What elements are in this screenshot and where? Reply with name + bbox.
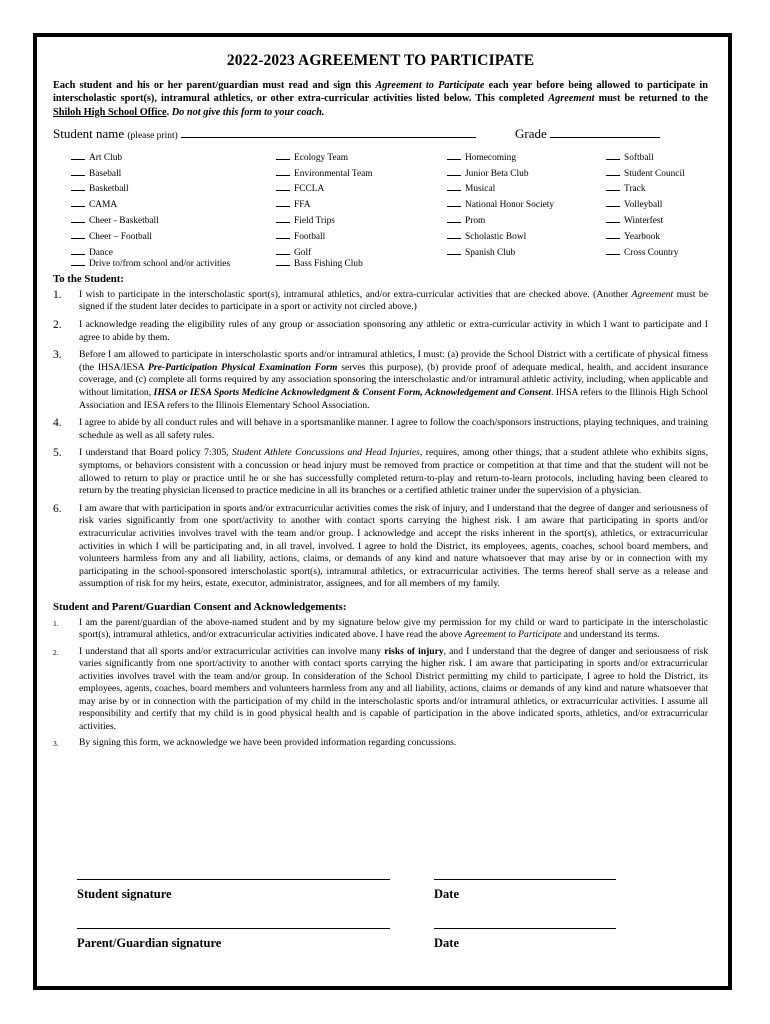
parent-signature-label: Parent/Guardian signature: [77, 936, 222, 950]
activity-checkbox-blank[interactable]: [447, 246, 461, 255]
form-content: [53, 52, 708, 754]
to-student-heading: To the Student:: [53, 272, 124, 285]
activity-checkbox-blank[interactable]: [276, 198, 290, 207]
item-italic: Student Athlete Concussions and Head Injuries: [232, 447, 420, 459]
activity-label: Musical: [465, 184, 496, 195]
activity-checkbox-blank[interactable]: [71, 257, 85, 266]
activity-label: Prom: [465, 216, 486, 227]
activity-label: Dance: [89, 247, 113, 258]
activity-label: National Honor Society: [465, 200, 555, 211]
item-italic: Agreement: [631, 288, 674, 300]
activity-item[interactable]: [276, 214, 373, 230]
parent-signature-line[interactable]: [77, 928, 390, 930]
activity-label: Art Club: [89, 152, 123, 163]
activity-checkbox-blank[interactable]: [606, 214, 620, 223]
activity-checkbox-blank[interactable]: [447, 151, 461, 160]
activity-item[interactable]: [276, 167, 373, 183]
activity-label: Junior Beta Club: [465, 168, 529, 179]
activity-label: FCCLA: [294, 184, 325, 195]
activities-column-2: [276, 151, 373, 269]
activity-item[interactable]: [606, 167, 685, 183]
student-name-sublabel: (please print): [127, 130, 178, 141]
activity-label: Homecoming: [465, 152, 517, 163]
activity-label: Basketball: [89, 184, 129, 195]
activity-item[interactable]: [276, 151, 373, 167]
office-name: Shiloh High School Office: [53, 106, 167, 118]
consent-item: 3. By signing this form, we acknowledge we have been provided information regarding concussions.: [53, 737, 708, 750]
activity-item[interactable]: [276, 230, 373, 246]
activities-list: [53, 151, 708, 273]
activity-item[interactable]: [276, 198, 373, 214]
activity-item[interactable]: [276, 182, 373, 198]
date-field-1[interactable]: [434, 879, 616, 902]
activity-item[interactable]: [606, 151, 685, 167]
activity-label: Field Trips: [294, 216, 335, 227]
date-label-2: Date: [434, 936, 459, 950]
date-line-1[interactable]: [434, 879, 616, 881]
activity-checkbox-blank[interactable]: [447, 167, 461, 176]
activity-item[interactable]: [71, 246, 230, 257]
activity-checkbox-blank[interactable]: [276, 151, 290, 160]
activity-label: Track: [624, 184, 646, 195]
activity-checkbox-blank[interactable]: [606, 151, 620, 160]
agreement-item: 6. I am aware that with participation in sports and/or extracurricular activities comes the risk of injury, and I understand that the degree of danger and seriousness of risk varies significantly from one sport/activity to another with contact sports carrying the highest risk. I am aware that participating in sports and/or extracurricular activities involves travel with the team and/or group. I acknowledge and accept the risks inherent in the sport(s), athletics, or extracurricular activities in which I will be participating and, in all travel, involved. I agree to hold the District, its employees, agents, coaches, school board members, and volunteers harmless from any and all liability, actions, claims, or demands of any kind and nature whatsoever that may arise by or in connection with my participating in the school-sponsored interscholastic sport(s), intramural athletics, or extracurricular activities. The terms hereof shall serve as a release and assumption of risk for my heirs, estate, executor, administrator, assignees, and for all members of my family.: [53, 502, 708, 590]
activity-label: Spanish Club: [465, 247, 516, 258]
student-signature-line[interactable]: [77, 879, 390, 881]
activity-item[interactable]: [447, 246, 554, 262]
activities-column-1: [71, 151, 230, 269]
item-bold-italic: [148, 362, 338, 373]
activity-checkbox-blank[interactable]: [71, 198, 85, 207]
student-signature-label: Student signature: [77, 887, 172, 901]
intro-text: .: [166, 106, 172, 118]
activity-item[interactable]: [276, 257, 373, 269]
activity-checkbox-blank[interactable]: [71, 214, 85, 223]
activity-item[interactable]: [71, 182, 230, 198]
item-number: 1.: [53, 288, 62, 301]
consent-item: 1. I am the parent/guardian of the above-named student and by my signature below give my permission for my child or ward to participate in the interscholastic sport(s), intramural athletics, and/or extracurricular activities indicated above. I have read the above Agreement to Participate and understand its terms.: [53, 616, 708, 641]
activity-checkbox-blank[interactable]: [71, 182, 85, 191]
activity-checkbox-blank[interactable]: [71, 167, 85, 176]
activity-label: FFA: [294, 200, 311, 211]
activity-item[interactable]: [606, 230, 685, 246]
item-bold: risks of injury: [384, 645, 444, 657]
activity-label: Environmental Team: [294, 168, 373, 179]
activity-checkbox-blank[interactable]: [606, 230, 620, 239]
activity-label: Cheer – Football: [89, 231, 153, 242]
activity-item[interactable]: [606, 246, 685, 262]
activity-label: Volleyball: [624, 200, 663, 211]
activity-item[interactable]: [447, 214, 554, 230]
to-student-list: [53, 289, 708, 591]
activities-column-4: [606, 151, 685, 262]
item-number: 4.: [53, 417, 62, 430]
date-field-2[interactable]: [434, 928, 616, 951]
intro-italic: Agreement: [548, 93, 595, 105]
activity-checkbox-blank[interactable]: [276, 257, 290, 266]
activity-checkbox-blank[interactable]: [447, 214, 461, 223]
activity-item[interactable]: [447, 182, 554, 198]
item-number: 5.: [53, 447, 62, 460]
item-italic: IHSA or IESA Sports Medicine Acknowledgment & Consent Form, Acknowledgement and Consent: [153, 387, 551, 399]
activity-checkbox-blank[interactable]: [447, 230, 461, 239]
activity-item[interactable]: [606, 182, 685, 198]
grade-line[interactable]: [550, 127, 660, 138]
activity-item[interactable]: [447, 167, 554, 183]
activity-item[interactable]: [447, 230, 554, 246]
activity-checkbox-blank[interactable]: [276, 182, 290, 191]
date-line-2[interactable]: [434, 928, 616, 930]
activity-label: Baseball: [89, 168, 122, 179]
agreement-item: 4. I agree to abide by all conduct rules and will behave in a sportsmanlike manner. I agree to follow the coach/sponsors instructions, playing techniques, and training schedule as well as all safety rules.: [53, 417, 708, 441]
activity-label: Winterfest: [624, 216, 664, 227]
activity-label: Cheer - Basketball: [89, 216, 159, 227]
item-number: 2.: [53, 647, 59, 657]
activity-checkbox-blank[interactable]: [447, 182, 461, 191]
student-name-field[interactable]: [53, 126, 476, 142]
student-signature-field[interactable]: [77, 879, 390, 902]
activity-label: Drive to/from school and/or activities: [89, 258, 231, 269]
student-info-row: [53, 125, 708, 145]
activity-label: Bass Fishing Club: [294, 258, 363, 269]
activity-label: Softball: [624, 152, 654, 163]
activity-label: Football: [294, 231, 326, 242]
item-number: 6.: [53, 502, 62, 515]
agreement-item: 1. I wish to participate in the interscholastic sport(s), intramural athletics, and/or extra-curricular activities that are checked above. (Another Agreement must be signed if the student later decides to participate in a sport or activity not circled above.): [53, 288, 708, 313]
item-number: 3.: [53, 739, 59, 749]
activity-checkbox-blank[interactable]: [276, 167, 290, 176]
activity-checkbox-blank[interactable]: [606, 246, 620, 255]
activity-checkbox-blank[interactable]: [71, 230, 85, 239]
activity-label: Golf: [294, 247, 312, 258]
item-italic: Pre-Participation Physical Examination Form: [147, 361, 338, 373]
activity-label: CAMA: [89, 200, 118, 211]
activity-checkbox-blank[interactable]: [606, 182, 620, 191]
activity-label: Student Council: [624, 168, 685, 179]
parent-signature-field[interactable]: [77, 928, 390, 951]
activity-label: Yearbook: [624, 231, 661, 242]
agreement-item: 2. I acknowledge reading the eligibility rules of any group or association sponsoring any athletic or extra-curricular activity in which I want to participate and I agree to abide by them.: [53, 319, 708, 343]
activity-checkbox-blank[interactable]: [276, 246, 290, 255]
activity-label: Ecology Team: [294, 152, 349, 163]
form-title: 2022-2023 AGREEMENT TO PARTICIPATE: [226, 52, 535, 69]
activity-item[interactable]: [447, 151, 554, 167]
activity-checkbox-blank[interactable]: [276, 214, 290, 223]
activity-item[interactable]: [71, 230, 230, 246]
item-bold-italic: [154, 387, 551, 398]
intro-text: Each student and his or her parent/guardian must read and sign this: [53, 80, 376, 91]
activity-item[interactable]: [276, 246, 373, 257]
student-name-label: Student name: [53, 125, 125, 141]
agreement-item: 5. I understand that Board policy 7:305, Student Athlete Concussions and Head Injuries, requires, among other things, that a student athlete who exhibits signs, symptoms, or behaviors consistent with a concussion or head injury must be removed from practice or competition at that time and that the student will not be allowed to return to play or practice until he or she has successfully completed return-to-play and return-to-learn protocols, including having been cleared to return by the treating physician licensed to practice medicine in all its branches or a certified athletic trainer under the supervision of a physician.: [53, 447, 708, 497]
activity-label: Scholastic Bowl: [465, 231, 527, 242]
activity-checkbox-blank[interactable]: [71, 151, 85, 160]
item-italic: Agreement to Participate: [464, 629, 562, 641]
activity-item[interactable]: [71, 198, 230, 214]
activities-column-3: [447, 151, 554, 262]
activity-checkbox-blank[interactable]: [447, 198, 461, 207]
activity-item[interactable]: [606, 214, 685, 230]
activity-item[interactable]: [71, 167, 230, 183]
date-label-1: Date: [434, 887, 459, 901]
item-number: 1.: [53, 618, 59, 628]
item-number: 2.: [53, 319, 62, 332]
activity-checkbox-blank[interactable]: [606, 198, 620, 207]
activity-label: Cross Country: [624, 247, 679, 258]
activity-item[interactable]: [71, 214, 230, 230]
intro-text: must be returned to the: [594, 93, 708, 105]
intro-paragraph: [53, 79, 708, 119]
item-number: 3.: [53, 349, 62, 362]
grade-label: Grade: [515, 125, 547, 141]
activity-checkbox-blank[interactable]: [276, 230, 290, 239]
consent-list: [53, 617, 708, 750]
consent-heading: Student and Parent/Guardian Consent and Acknowledgements:: [53, 600, 347, 613]
grade-field[interactable]: [515, 126, 660, 142]
intro-text: each year before being allowed to participate in interscholastic sport(s), intramural athletics, or other extra-curricular activities listed below. This completed: [53, 80, 708, 105]
activity-item[interactable]: [71, 257, 230, 269]
agreement-item: 3. Before I am allowed to participate in interscholastic sports and/or intramural athletics, I must: (a) provide the School District with a certificate of physical fitness (the IHSA/IESA Pre-Participation Physical Examination Form serves this purpose), (b) provide proof of adequate medical, health, and accident insurance coverage, and (c) complete all forms required by any association sponsoring the interscholastic and/or intramural athletic activity, including, when applicable and without limitation, IHSA or IESA Sports Medicine Acknowledgment & Consent Form, Acknowledgement and Consent. IHSA refers to the Illinois High School Association and IESA refers to the Illinois Elementary School Association.: [53, 349, 708, 411]
activity-item[interactable]: [447, 198, 554, 214]
intro-italic: Do not give this form to your coach.: [171, 106, 325, 118]
activity-checkbox-blank[interactable]: [71, 246, 85, 255]
consent-item: 2. I understand that all sports and/or extracurricular activities can involve many risks of injury, and I understand that the degree of danger and seriousness of risk varies significantly from one sport/activity to another with contact sports carrying the higher risk. I am aware that participating in sports and/or extracurricular activities involves travel with the team and/or group. In consideration of the School District permitting my child to participate, I agree to hold the District, its employees, agents, coaches, board members and volunteers harmless from any and all liability, actions, claims or demands of any kind and nature whatsoever that may arise by or in connection with the participation of my child in the interscholastic sports and/or intramural athletics, or extracurricular activities. I assume all responsibility and certify that my child is in good physical health and is capable of participation in the above indicated sports, athletics, and/or extracurricular activities.: [53, 645, 708, 732]
activity-item[interactable]: [606, 198, 685, 214]
activity-checkbox-blank[interactable]: [606, 167, 620, 176]
activity-item[interactable]: [71, 151, 230, 167]
intro-italic: Agreement to Participate: [375, 80, 485, 91]
student-name-line[interactable]: [181, 127, 476, 138]
